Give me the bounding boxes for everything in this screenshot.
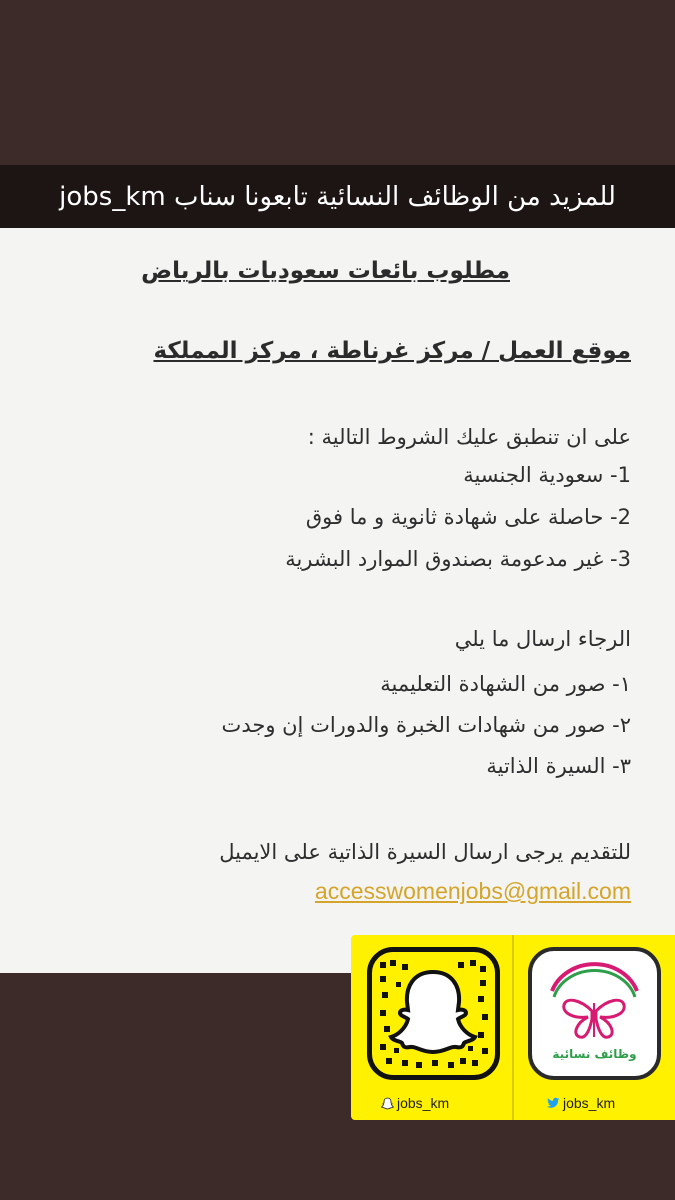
brand-logo[interactable]: [528, 947, 661, 1080]
send-item: ٣- السيرة الذاتية: [486, 754, 631, 778]
condition-item: 1- سعودية الجنسية: [463, 463, 631, 487]
twitter-handle-label: jobs_km: [563, 1095, 616, 1111]
send-item: ٢- صور من شهادات الخبرة والدورات إن وجدت: [221, 713, 631, 737]
snapcode-qr[interactable]: [367, 947, 500, 1080]
apply-instructions: للتقديم يرجى ارسال السيرة الذاتية على الايميل: [219, 840, 631, 864]
snapchat-ghost-icon: [372, 952, 495, 1075]
snapchat-icon: [381, 1097, 394, 1110]
snapchat-handle[interactable]: [381, 1095, 449, 1111]
social-cards: [351, 935, 675, 1120]
twitter-handle[interactable]: [547, 1095, 615, 1111]
send-intro: الرجاء ارسال ما يلي: [454, 627, 631, 651]
card-divider: [512, 935, 514, 1120]
job-post-sheet: [0, 228, 675, 973]
email-link[interactable]: accesswomenjobs@gmail.com: [314, 878, 631, 904]
logo-text: وظائف نسائية: [552, 1047, 637, 1061]
condition-item: 3- غير مدعومة بصندوق الموارد البشرية: [285, 547, 631, 571]
work-location: موقع العمل / مركز غرناطة ، مركز المملكة: [153, 338, 631, 364]
post-title: مطلوب بائعات سعوديات بالرياض: [141, 258, 510, 284]
banner-text: للمزيد من الوظائف النسائية تابعونا سناب jobs_km: [59, 181, 616, 212]
snapchat-handle-label: jobs_km: [397, 1095, 450, 1111]
top-banner: [0, 165, 675, 228]
twitter-bird-icon: [547, 1097, 560, 1109]
condition-item: 2- حاصلة على شهادة ثانوية و ما فوق: [305, 505, 631, 529]
send-item: ١- صور من الشهادة التعليمية: [380, 672, 631, 696]
conditions-intro: على ان تنطبق عليك الشروط التالية :: [307, 425, 631, 449]
